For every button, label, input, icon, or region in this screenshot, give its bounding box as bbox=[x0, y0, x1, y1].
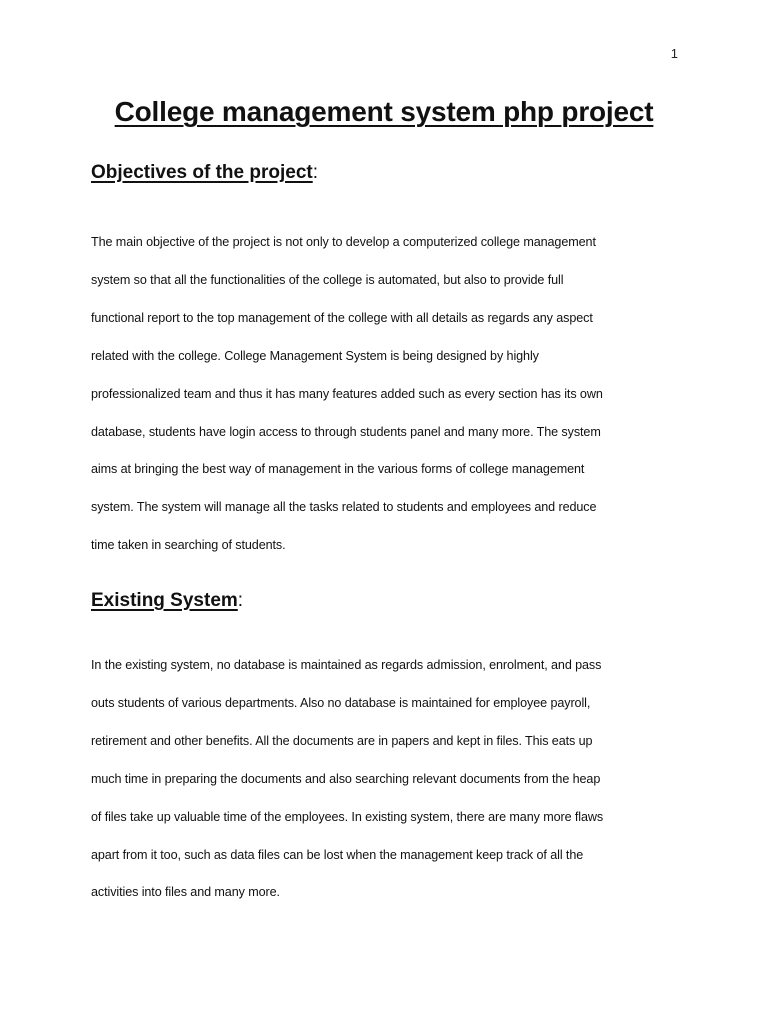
paragraph-line: In the existing system, no database is maintained as regards admission, enrolment, and pass bbox=[91, 658, 602, 672]
page-number: 1 bbox=[670, 46, 678, 61]
section-heading-colon: : bbox=[312, 162, 319, 183]
section-heading-text: Existing System bbox=[91, 590, 238, 611]
document-title-text: College management system php project bbox=[114, 96, 654, 127]
section-heading-existing-system bbox=[91, 590, 243, 612]
paragraph-line: outs students of various departments. Also no database is maintained for employee payroll, bbox=[91, 695, 591, 710]
paragraph-line: system so that all the functionalities of the college is automated, but also to provide full bbox=[91, 272, 564, 287]
paragraph-line: professionalized team and thus it has many features added such as every section has its own bbox=[91, 386, 603, 401]
paragraph-line: The main objective of the project is not only to develop a computerized college management bbox=[91, 235, 596, 249]
paragraph-line: time taken in searching of students. bbox=[91, 538, 286, 553]
section-heading-colon: : bbox=[237, 590, 244, 611]
paragraph-line: related with the college. College Management System is being designed by highly bbox=[91, 348, 539, 363]
section-heading-text: Objectives of the project bbox=[91, 162, 313, 183]
paragraph-line: functional report to the top management of the college with all details as regards any aspect bbox=[91, 310, 593, 325]
paragraph-existing-system bbox=[91, 647, 691, 912]
paragraph-line: of files take up valuable time of the employees. In existing system, there are many more flaws bbox=[91, 809, 604, 824]
section-heading-objectives bbox=[91, 162, 318, 184]
paragraph-line: system. The system will manage all the tasks related to students and employees and reduce bbox=[91, 500, 597, 515]
paragraph-line: apart from it too, such as data files can be lost when the management keep track of all the bbox=[91, 847, 584, 862]
paragraph-objectives bbox=[91, 224, 691, 565]
paragraph-line: activities into files and many more. bbox=[91, 885, 280, 900]
paragraph-line: retirement and other benefits. All the documents are in papers and kept in files. This eats up bbox=[91, 733, 593, 748]
document-title bbox=[0, 96, 768, 128]
paragraph-line: aims at bringing the best way of management in the various forms of college management bbox=[91, 462, 585, 477]
paragraph-line: much time in preparing the documents and also searching relevant documents from the heap bbox=[91, 771, 601, 786]
paragraph-line: database, students have login access to through students panel and many more. The system bbox=[91, 424, 601, 439]
